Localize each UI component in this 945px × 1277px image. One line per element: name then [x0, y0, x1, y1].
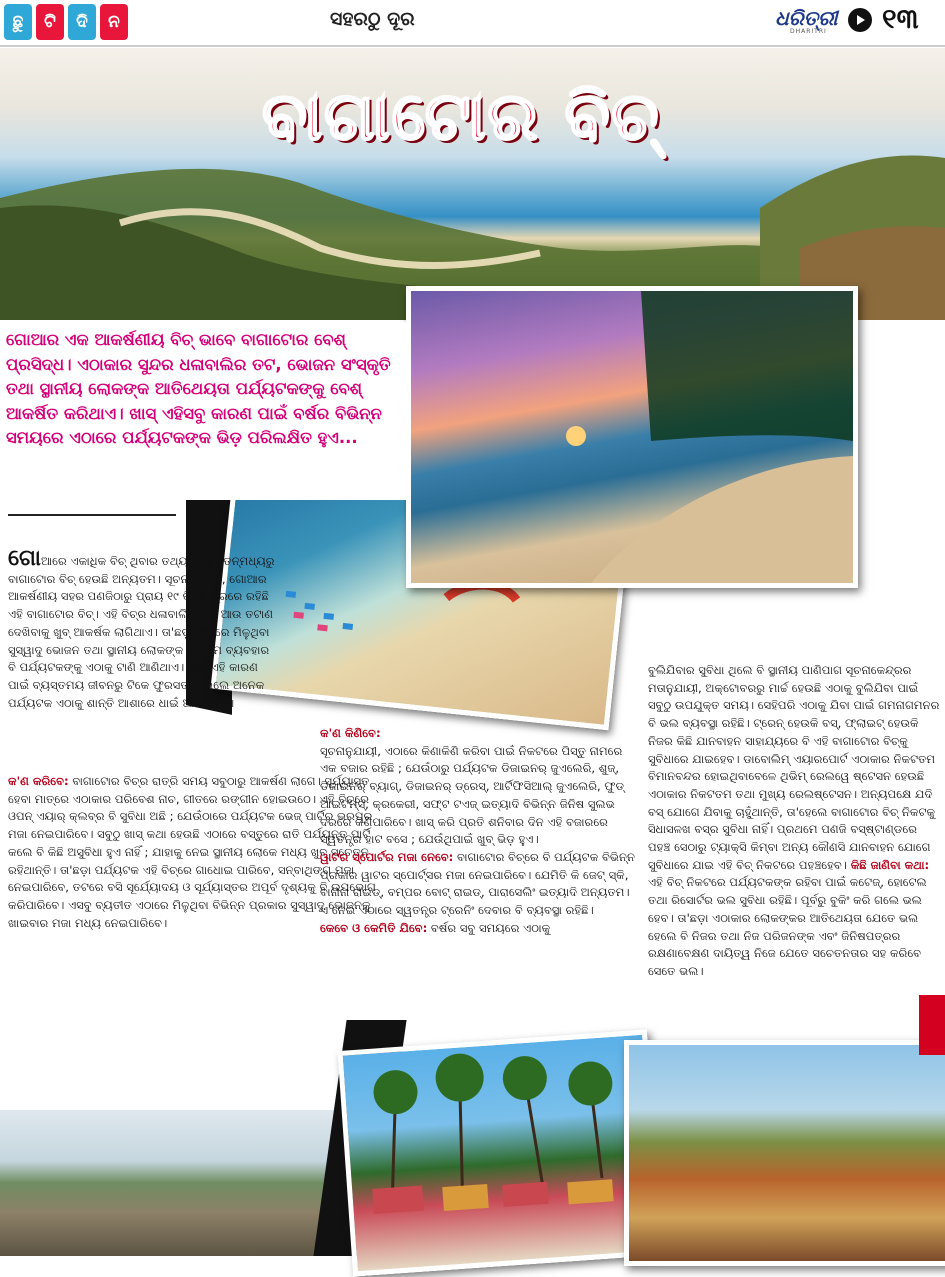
sunset-beach-photo [406, 286, 858, 588]
things-to-know-heading: କିଛି ଜାଣିବା କଥା: [850, 857, 930, 872]
decorative-red-block [919, 995, 945, 1055]
article-column-3 [320, 725, 635, 937]
water-sports-heading: ୱାଟର ସ୍ପୋର୍ଟର ମଜା ନେବେ: [320, 849, 454, 864]
rocky-cove-photo [624, 1040, 945, 1266]
things-to-know-text: ଏହି ବିଚ୍ ନିକଟରେ ପର୍ଯ୍ୟଟକଙ୍କ ରହିବା ପାଇଁ କଟେଜ୍, ହୋଟେଲ ତଥା ରିସୋର୍ଟର ଭଲ ସୁବିଧା ରହିଛି। ପୂର୍ବରୁ ବୁକିଂ କରି ଗଲେ ଭଲ ହେବ। ତା'ଛଡ଼ା ଏଠାକାର ଲୋକଙ୍କର ଆତିଥେୟତା ଯେତେ ଭଲ ହେଲେ ବି ନିଜର ତଥା ନିଜ ପରିଜନଙ୍କ ଏବଂ ଜିନିଷପତ୍ରର ରକ୍ଷଣାବେକ୍ଷଣ ଦାୟିତ୍ୱ ନିଜେ ଯେତେ ସଚେତନତାର ସହ କରିବେ ସେତେ ଭଲ। [648, 875, 927, 978]
intro-paragraph: ଗୋଆର ଏକ ଆକର୍ଷଣୀୟ ବିଚ୍ ଭାବେ ବାଗାଟୋର ବେଶ୍ ପ୍ରସିଦ୍ଧ। ଏଠାକାର ସୁନ୍ଦର ଧଳାବାଲିର ତଟ, ଭୋଜନ ସଂସ୍କୃତି ତଥା ସ୍ଥାନୀୟ ଲୋକଙ୍କ ଆତିଥେୟତା ପର୍ଯ୍ୟଟକଙ୍କୁ ବେଶ୍ ଆକର୍ଷିତ କରିଥାଏ। ଖାସ୍ ଏହିସବୁ କାରଣ ପାଇଁ ବର୍ଷର ବିଭିନ୍ନ ସମୟରେ ଏଠାରେ ପର୍ଯ୍ୟଟକଙ୍କ ଭିଡ଼ ପରିଲକ୍ଷିତ ହୁଏ... [6, 330, 391, 447]
article-column-1 [8, 546, 276, 712]
section-tile-4: ନ [100, 4, 128, 40]
section-tile-3: ଦି [68, 4, 96, 40]
water-sports-text: ବାଗାଟୋର ବିଚ୍‌ରେ ବି ପର୍ଯ୍ୟଟକ ବିଭିନ୍ନ ପ୍ରକାର ୱାଟର ସ୍ପୋର୍ଟ୍ସର ମଜା ନେଇପାରିବେ। ଯେମିତି କି ଜେଟ୍ ସ୍କି, ବାନାନା ରାଇଡ୍, ବମ୍ପର ବୋଟ୍ ରାଇଡ୍, ପାରାସେଲିଂ ଇତ୍ୟାଦି ଅନ୍ୟତମ। ଏ ନେଇ ଏଠାରେ ସ୍ୱତନ୍ତ୍ର ଟ୍ରେନିଂ ଦେବାର ବି ବ୍ୟବସ୍ଥା ରହିଛି। [320, 849, 635, 918]
section-tile-2: ଟି [36, 4, 64, 40]
page-number: ୧୩ [882, 2, 919, 35]
what-to-do-heading: କ'ଣ କରିବେ: [8, 774, 69, 788]
article-paragraph-1: ଆରେ ଏକାଧିକ ବିଚ୍ ଥିବାର ତଥ୍ୟ ରହିଛି। ତନ୍ମଧ୍ୟରୁ ବାଗାଟୋର ବିଚ୍ ହେଉଛି ଅନ୍ୟତମ। ସୂଚନାନୁଯାୟୀ, ଗୋଆର ଆକର୍ଷଣୀୟ ସହର ପଣଜିଠାରୁ ପ୍ରାୟ ୧୯ କି.ମି. ଦୂରରେ ରହିଛି ଏହି ବାଗାଟୋର ବିଚ୍। ଏହି ବିଚ୍‌ର ଧଳାବାଲିର ତଟ ଆଉ ତଟାଣ ଦେଖିବାକୁ ଖୁବ୍ ଆକର୍ଷକ ଲାଗିଥାଏ। ତା'ଛଡ଼ା ଏଠାରେ ମିଳୁଥିବା ସୁସ୍ୱାଦୁ ଭୋଜନ ତଥା ସ୍ଥାନୀୟ ଲୋକଙ୍କ ଉତ୍ତମ ବ୍ୟବହାର ବି ପର୍ଯ୍ୟଟକଙ୍କୁ ଏଠାକୁ ଟାଣି ଆଣିଥାଏ। ଖାସ୍ ଏହି କାରଣ ପାଇଁ ବ୍ୟସ୍ତମୟ ଜୀବନରୁ ଟିକେ ଫୁରସତ ପାଇଲେ ଅନେକ ପର୍ଯ୍ୟଟକ ଏଠାକୁ ଶାନ୍ତି ଆଶାରେ ଧାଇଁ ଆସିଥାନ୍ତି। [8, 554, 275, 710]
when-how-heading: କେବେ ଓ କେମିତି ଯିବେ: [320, 920, 428, 935]
when-how-text: ବର୍ଷର ସବୁ ସମୟରେ ଏଠାକୁ [430, 920, 551, 935]
section-tile-1: ଛୁ [4, 4, 32, 40]
drop-cap: ଗୋ [8, 546, 41, 571]
newspaper-logo-subtitle: DHARITRI [790, 28, 827, 35]
header-divider [0, 45, 945, 47]
what-to-do-text: ବାଗାଟୋର ବିଚ୍‌ର ରାତ୍ରି ସମୟ ସବୁଠାରୁ ଆକର୍ଷଣ ଲାଗେ। ସୂର୍ଯ୍ୟାସ୍ତ ହେବା ମାତ୍ରେ ଏଠାକାର ପରିବେଶ ନାଚ, ଗୀତରେ ରଙ୍ଗୀନ ହୋଇଉଠେ। ଏହି ବିଚ୍‌ରେ ଓପନ୍ ଏୟାର୍ କ୍ଲବ୍‌ର ବି ସୁବିଧା ଅଛି ; ଯେଉଁଠାରେ ପର୍ଯ୍ୟଟକ ଭେଜ୍ ପାର୍ଟିର ଭରପୂର ମଜା ନେଇପାରିବେ। ସବୁଠୁ ଖାସ୍ କଥା ହେଉଛି ଏଠାରେ ବସ୍ତୁରେ ରାତି ପର୍ଯ୍ୟନ୍ତ ପାର୍ଟି କଲେ ବି କିଛି ଅସୁବିଧା ହୁଏ ନାହିଁ ; ଯାହାକୁ ନେଇ ସ୍ଥାନୀୟ ଲୋକେ ମଧ୍ୟ ଖୁବ୍ ସଚେତନ ରହିଥାନ୍ତି। ତା'ଛଡ଼ା ପର୍ଯ୍ୟଟକ ଏହି ବିଚ୍‌ରେ ଗାଧୋଇ ପାରିବେ, ସନ୍‌ବାଥିଙ୍ଗ ମଜା ନେଇପାରିବେ, ତଟରେ ବସି ସୂର୍ଯ୍ୟୋଦୟ ଓ ସୂର୍ଯ୍ୟାସ୍ତର ଅପୂର୍ବ ଦୃଶ୍ୟକୁ ବି ଉପଭୋଗ କରିପାରିବେ। ଏସବୁ ବ୍ୟତୀତ ଏଠାରେ ମିଳୁଥିବା ବିଭିନ୍ନ ପ୍ରକାର ସୁସ୍ୱାଦୁ ଭୋଜନକୁ ଖାଇବାର ମଜା ମଧ୍ୟ ନେଇପାରିବେ। [8, 774, 376, 930]
column-divider [8, 514, 176, 516]
newspaper-logo: ଧରିତ୍ରୀ [775, 6, 838, 30]
section-title: ସହରଠୁ ଦୂର [330, 8, 415, 30]
play-icon [848, 8, 872, 32]
what-to-buy-text: ସୂଚନାନୁଯାୟୀ, ଏଠାରେ କିଣାକିଣି କରିବା ପାଇଁ ନିକଟରେ ପିସ୍ତୁ ନାମରେ ଏକ ବଜାର ରହିଛି ; ଯେଉଁଠାରୁ ପର୍ଯ୍ୟଟକ ଡିଜାଇନର୍ ଜୁଏଲେରି, ଶୁଜ୍, ଡିଜାଇନର୍ ବ୍ୟାଗ୍, ଡିଜାଇନର୍ ଡ୍ରେସ୍, ଆର୍ଟିଫିସିଆଲ୍ ଜୁଏଲେରି, ଫୁଡ୍ ଆଇଟମ୍ସ୍, କ୍ରକେରୀ, ସଫ୍ଟ ଟଏଜ୍ ଇତ୍ୟାଦି ବିଭିନ୍ନ ଜିନିଷ ସୁଲଭ ଦରରେ କିଣିପାରିବେ। ଖାସ୍ କରି ପ୍ରତି ଶନିବାର ଦିନ ଏହି ବଜାରରେ ସ୍ୱତନ୍ତ୍ର ହାଟ ବସେ ; ଯେଉଁଥିପାଇଁ ଖୁବ୍ ଭିଡ଼ ହୁଏ। [320, 743, 625, 847]
coastline-town-photo [0, 1110, 370, 1256]
travel-info-text: ବୁଲିଯିବାର ସୁବିଧା ଥିଲେ ବି ସ୍ଥାନୀୟ ପାଣିପାଗ ସୂଚନାକେନ୍ଦ୍ରର ମତାନୁଯାୟୀ, ଅକ୍ଟୋବରରୁ ମାର୍ଚ୍ଚ ହେଉଛି ଏଠାକୁ ବୁଲିଯିବା ପାଇଁ ସବୁଠୁ ଉପଯୁକ୍ତ ସମୟ। ସେହିପରି ଏଠାକୁ ଯିବା ପାଇଁ ଗମନାଗମନର ବି ଭଲ ବ୍ୟବସ୍ଥା ରହିଛି। ଟ୍ରେନ୍ ହେଉକି ବସ୍, ଫ୍ଲାଇଟ୍ ହେଉକି ନିଜର କିଛି ଯାନବାହନ ସାହାଯ୍ୟରେ ବି ଏହି ବାଗାଟୋର ବିଚ୍‌କୁ ସୁବିଧାରେ ଯାଇହେବ। ଡାବୋଲିମ୍ ଏୟାରପୋର୍ଟ ଏଠାକାର ନିକଟତମ ବିମାନବନ୍ଦର ହୋଇଥିବାବେଳେ ଥିଭିମ୍ ରେଲୱେ ଷ୍ଟେସନ ହେଉଛି ଏଠାକାର ନିକଟତମ ତଥା ମୁଖ୍ୟ ରେଲଷ୍ଟେସନ। ଅନ୍ୟପକ୍ଷେ ଯଦି ବସ୍ ଯୋଗେ ଯିବାକୁ ଚାହୁଁଥାନ୍ତି, ତା'ହେଲେ ବାଗାଟୋର ବିଚ୍ ନିକଟକୁ ସିଧାସଳଖ ବସ୍‌ର ସୁବିଧା ନାହିଁ। ପ୍ରଥମେ ପଣଜି ବସ୍‌ଷ୍ଟାଣ୍ଡରେ ପହଞ୍ଚ ସେଠାରୁ ଟ୍ୟାକ୍ସି କିମ୍ବା ଅନ୍ୟ କୌଣସି ଯାନବାହନ ଯୋଗେ ସୁବିଧାରେ ଯାଇ ଏହି ବିଚ୍ ନିକଟରେ ପହଞ୍ଚହେବ। [648, 663, 940, 872]
what-to-buy-heading: କ'ଣ କିଣିବେ: [320, 726, 381, 740]
article-column-4 [648, 662, 940, 981]
palm-beach-shacks-photo [337, 1029, 662, 1276]
headline: ବାଗାଟୋର ବିଚ୍ [262, 78, 661, 155]
